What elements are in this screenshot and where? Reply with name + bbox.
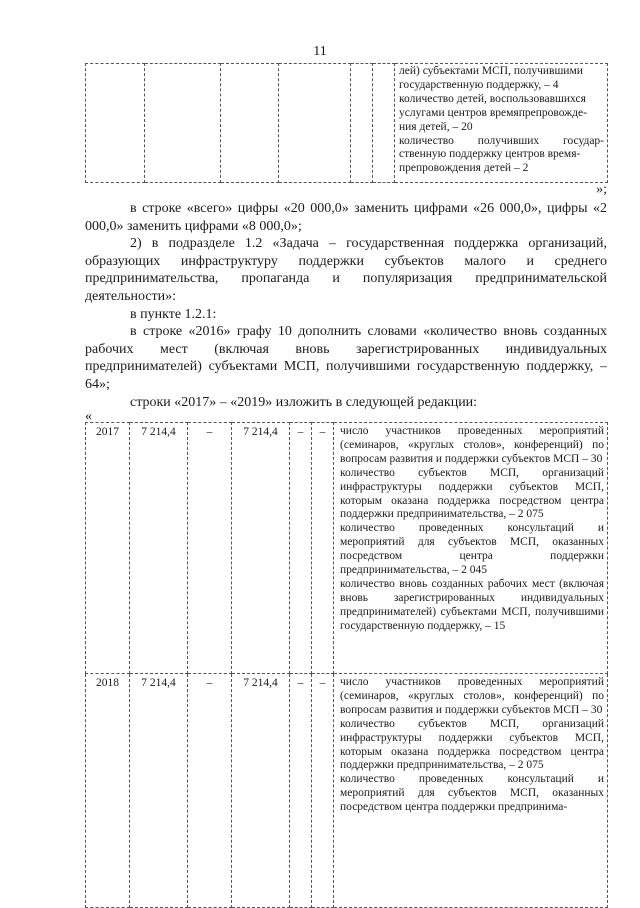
closing-quote: »; — [596, 182, 607, 197]
value-cell: – — [312, 674, 334, 908]
table-cell — [373, 64, 395, 183]
body-text — [85, 200, 607, 411]
value-cell: – — [188, 674, 232, 908]
value-cell: 7 214,4 — [232, 674, 290, 908]
table-cell — [351, 64, 373, 183]
indicator: число участников проведенных мероприятий (семинаров, «круглых столов», конференций) по вопросам развития и поддержки субъектов МСП – 30 — [340, 676, 604, 716]
table-cell — [86, 64, 145, 183]
table-cell — [145, 64, 221, 183]
opening-quote: « — [85, 409, 92, 424]
cell-line: государственную поддержку, – 4 — [399, 78, 559, 91]
cell-line: лей) субъектами МСП, получившими — [399, 65, 583, 77]
cell-line: препровождения детей – 2 — [399, 162, 529, 175]
indicator: количество вновь созданных рабочих мест (включая вновь зарегистрированных индивидуальных предпринимателей) субъектами МСП, получившими государственную поддержку, – 15 — [340, 577, 604, 632]
paragraph: в пункте 1.2.1: — [130, 306, 217, 322]
table-cell — [221, 64, 279, 183]
cell-line: ственную поддержку центров время- — [399, 148, 581, 161]
indicator: число участников проведенных мероприятий (семинаров, «круглых столов», конференций) по вопросам развития и поддержки субъектов МСП – 30 — [340, 425, 604, 465]
cell-line: количество получивших государ- — [399, 134, 604, 147]
replacement-table — [85, 422, 608, 908]
cell-line: услугами центров времяпрепровожде- — [399, 106, 587, 119]
indicator: количество субъектов МСП, организаций инфраструктуры поддержки субъектов МСП, которым оказана поддержка посредством центра поддержки предпринимательства, – 2 075 — [340, 717, 604, 772]
continued-table — [85, 63, 608, 183]
paragraph: в строке «всего» цифры «20 000,0» заменить цифрами «26 000,0», цифры «2 000,0» заменить цифрами «8 000,0»; — [85, 201, 607, 234]
year-cell: 2017 — [86, 423, 130, 674]
table-cell — [279, 64, 351, 183]
total-cell: 7 214,4 — [130, 674, 188, 908]
paragraph: строки «2017» – «2019» изложить в следующей редакции: — [130, 394, 478, 410]
indicator: количество проведенных консультаций и мероприятий для субъектов МСП, оказанных посредством центра поддержки предпринима- — [340, 773, 604, 814]
paragraph: в строке «2016» графу 10 дополнить словами «количество вновь созданных рабочих мест (включая вновь зарегистрированных индивидуальных предпринимателей) субъектами МСП, получившими государственную поддержку, – 64»; — [85, 324, 607, 392]
value-cell: – — [290, 674, 312, 908]
indicator: количество субъектов МСП, организаций инфраструктуры поддержки субъектов МСП, которым оказана поддержка посредством центра поддержки предпринимательства, – 2 075 — [340, 466, 604, 521]
indicators-cell — [334, 423, 608, 674]
indicator: количество проведенных консультаций и мероприятий для субъектов МСП, оказанных посредством центра поддержки предпринимательства, – 2 045 — [340, 522, 604, 577]
table-row — [86, 423, 608, 674]
total-cell: 7 214,4 — [130, 423, 188, 674]
cell-line: ния детей, – 20 — [399, 120, 473, 133]
value-cell: – — [188, 423, 232, 674]
paragraph: 2) в подразделе 1.2 «Задача – государственная поддержка организаций, образующих инфраструктуру поддержки субъектов малого и среднего предпринимательства, пропаганда и популяризация предпринимательской деятельности»: — [85, 236, 607, 304]
page-number: 11 — [313, 44, 327, 59]
value-cell: – — [312, 423, 334, 674]
table-row — [86, 64, 608, 183]
year-cell: 2018 — [86, 674, 130, 908]
indicators-cell — [334, 674, 608, 908]
cell-line: количество детей, воспользовавшихся — [399, 92, 586, 105]
indicators-cell — [395, 64, 608, 183]
value-cell: 7 214,4 — [232, 423, 290, 674]
value-cell: – — [290, 423, 312, 674]
table-row — [86, 674, 608, 908]
